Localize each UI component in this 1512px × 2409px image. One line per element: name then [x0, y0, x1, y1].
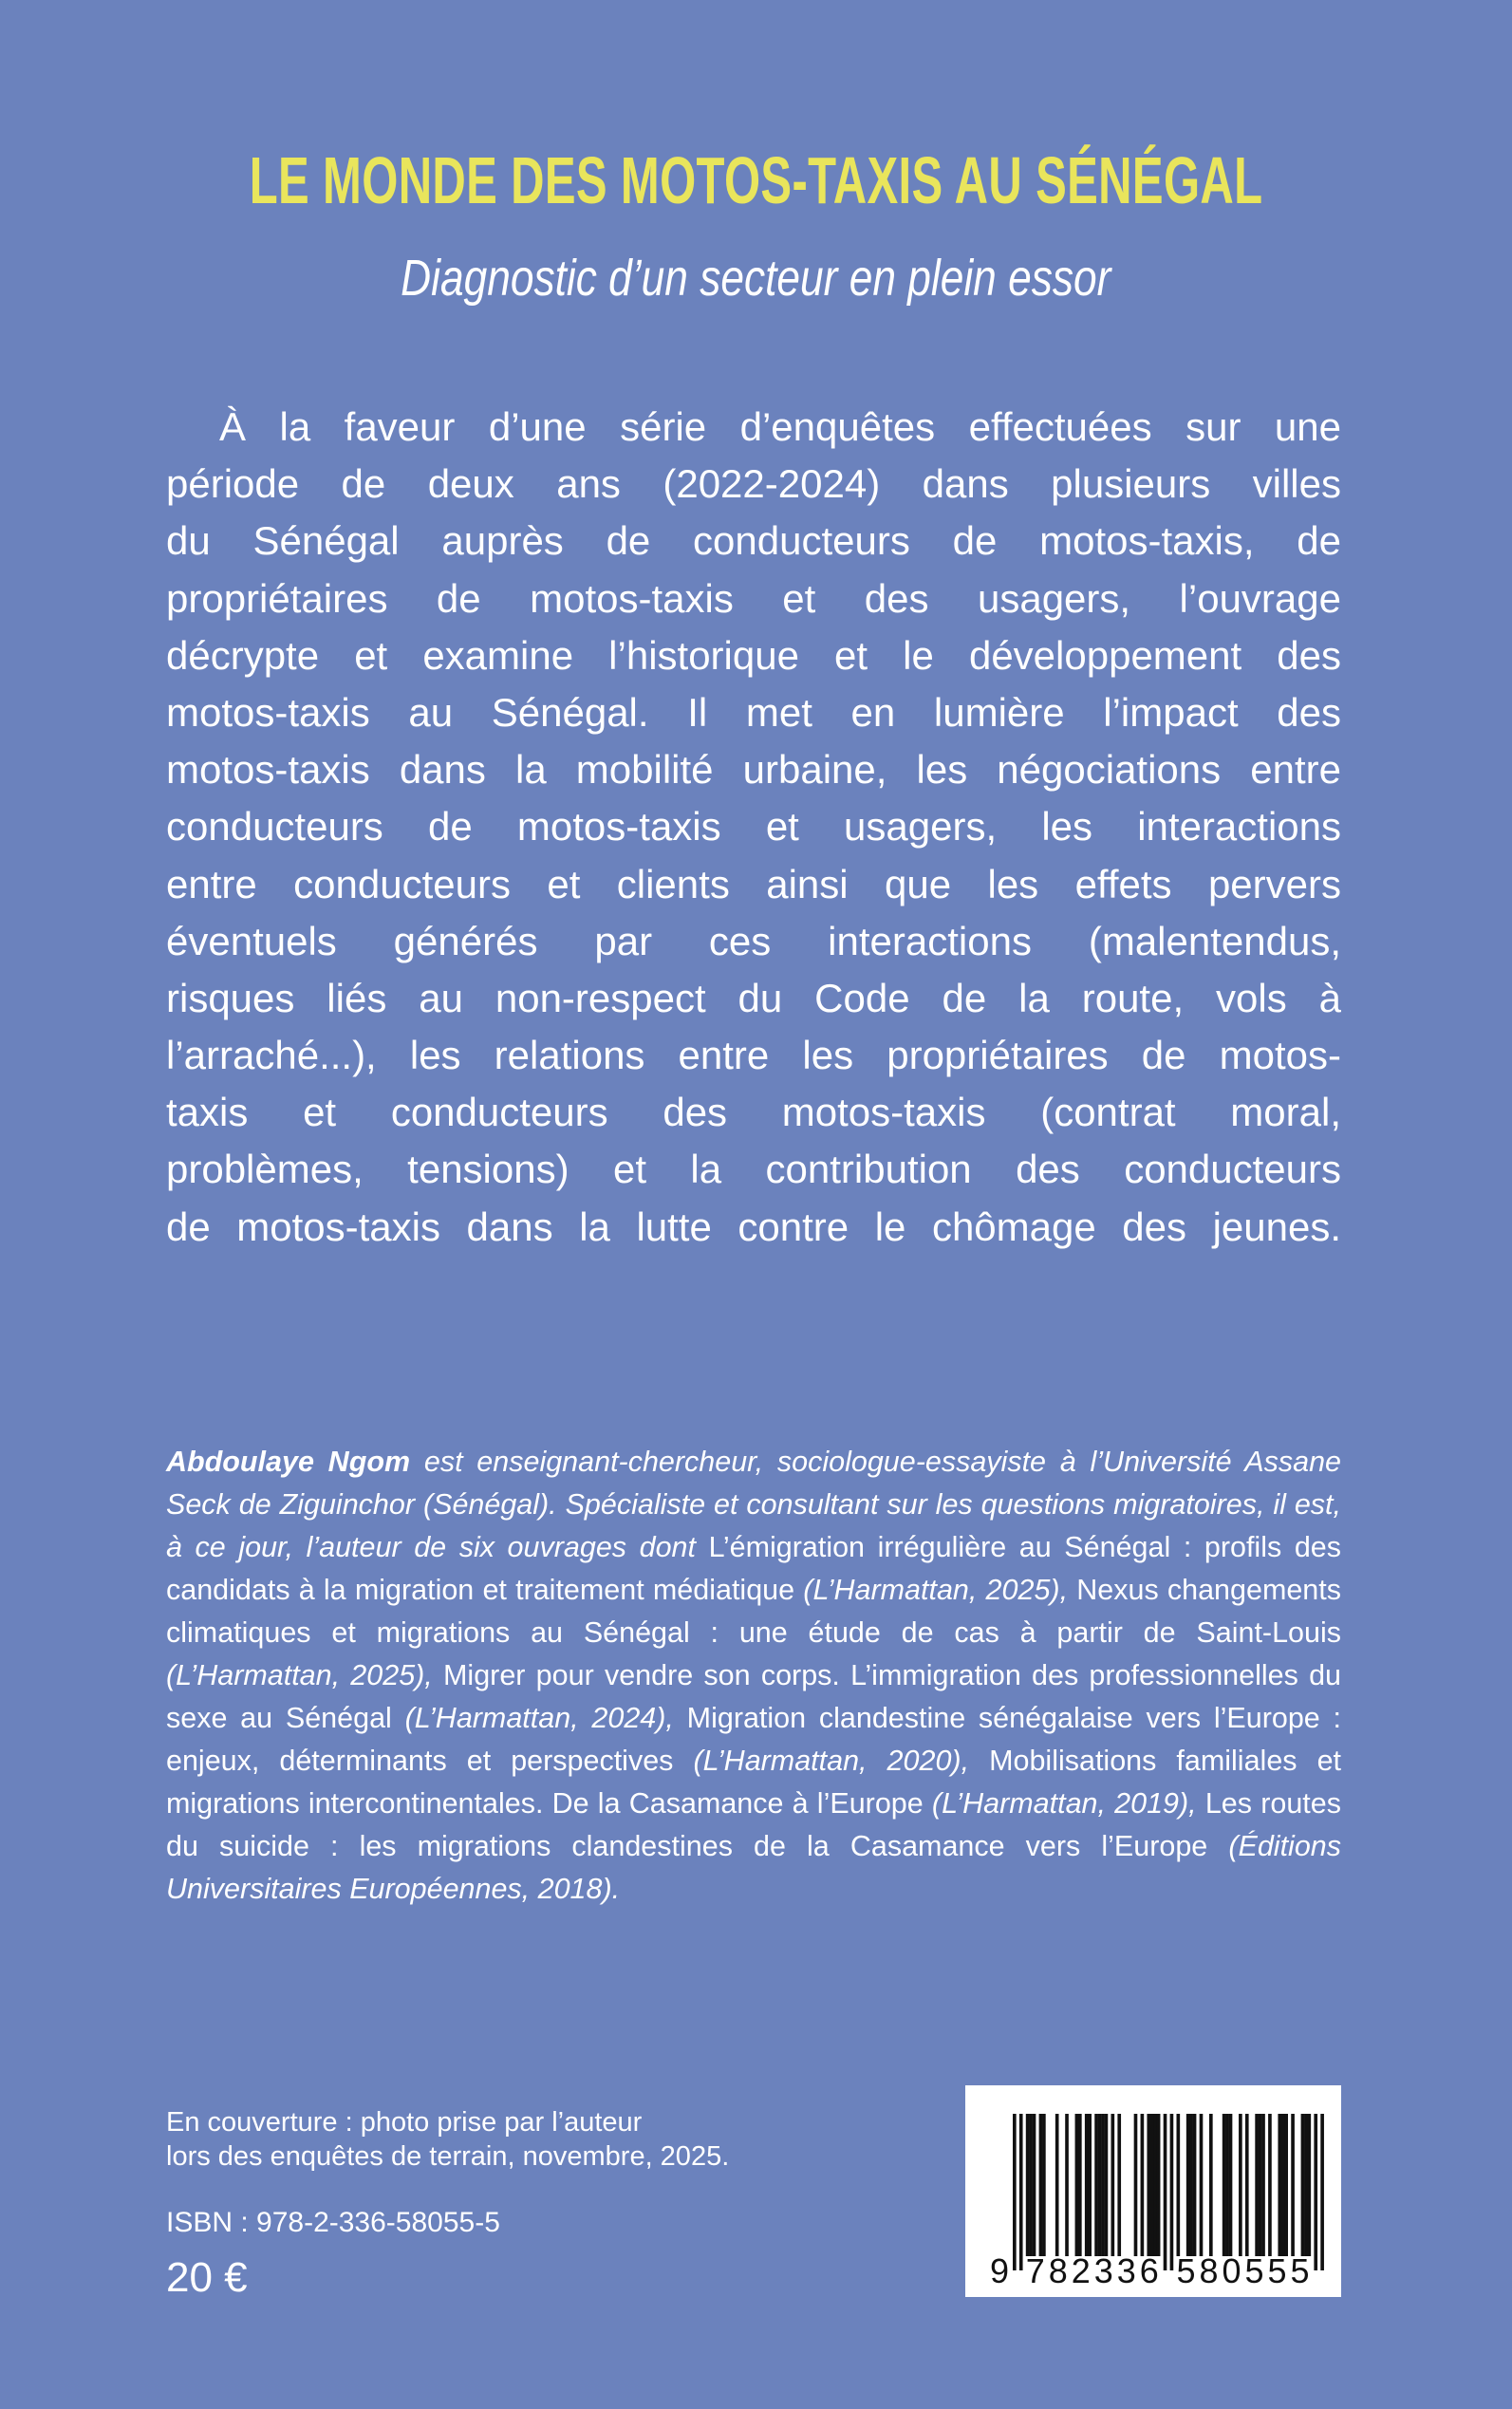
barcode-bar: [1223, 2114, 1226, 2256]
barcode-bar: [1284, 2114, 1288, 2256]
barcode-bar: [1261, 2114, 1265, 2256]
barcode-bar: [1029, 2114, 1033, 2256]
barcode-bar: [1117, 2114, 1121, 2256]
barcode-bar: [1150, 2114, 1154, 2256]
summary-paragraph: [166, 399, 1341, 1256]
barcode-bar: [1186, 2114, 1190, 2256]
summary-line: propriétaires de motos-taxis et des usagers, l’ouvrage: [166, 575, 1341, 621]
barcode-bar: [1278, 2114, 1281, 2256]
barcode: [965, 2085, 1341, 2297]
barcode-bar: [1301, 2114, 1305, 2256]
barcode-bar: [1308, 2114, 1312, 2256]
barcode-bar: [1105, 2114, 1109, 2256]
credit-line-2: lors des enquêtes de terrain, novembre, 2025.: [166, 2141, 730, 2172]
barcode-bar: [1157, 2114, 1161, 2256]
barcode-bar: [1134, 2114, 1138, 2256]
bio-text: (L’Harmattan, 2020),: [693, 1745, 970, 1777]
barcode-bar: [1320, 2114, 1324, 2270]
bio-text: est enseignant-chercheur, sociologue-essayiste à l’Université Assane Seck de Ziguinchor (Sénégal). Spécialiste et consultant sur les questions migratoires, il est, à ce jour, l’auteur de six ouvrages dont: [166, 1446, 1341, 1563]
barcode-bar: [1259, 2114, 1262, 2256]
barcode-bar: [1304, 2114, 1308, 2256]
summary-line: du Sénégal auprès de conducteurs de motos-taxis, de: [166, 518, 1341, 564]
barcode-bar: [1189, 2114, 1193, 2256]
bio-text: (L’Harmattan, 2025),: [803, 1574, 1069, 1606]
barcode-bar: [1033, 2114, 1036, 2256]
book-title-text: LE MONDE DES MOTOS-TAXIS AU SÉNÉGAL: [249, 143, 1263, 217]
barcode-bar: [1111, 2114, 1115, 2256]
bio-text: Migration clandestine sénégalaise vers l’Europe : enjeux, déterminants et perspectives: [166, 1702, 1342, 1777]
summary-line: décrypte et examine l’historique et le développement des: [166, 632, 1341, 678]
summary-line: problèmes, tensions) et la contribution des conducteurs: [166, 1147, 1341, 1192]
barcode-bar: [1153, 2114, 1157, 2256]
barcode-bar: [1085, 2114, 1089, 2256]
summary-line: risques liés au non-respect du Code de la route, vols à: [166, 975, 1341, 1020]
barcode-bar: [1088, 2114, 1092, 2256]
barcode-bar: [1098, 2114, 1102, 2256]
barcode-bar: [1164, 2114, 1167, 2270]
barcode-bar: [1314, 2114, 1317, 2270]
author-bio: [166, 1441, 1341, 1911]
summary-line: entre conducteurs et clients ainsi que les effets pervers: [166, 861, 1341, 906]
summary-line: À la faveur d’une série d’enquêtes effectuées sur une: [219, 404, 1341, 449]
bio-text: L’émigration irrégulière au Sénégal : profils des candidats à la migration et traitement médiatique: [166, 1531, 1341, 1606]
bio-text: Mobilisations familiales et migrations intercontinentales. De la Casamance à l’Europe: [166, 1745, 1342, 1820]
bio-text: (L’Harmattan, 2024),: [404, 1702, 674, 1734]
price: 20 €: [166, 2254, 248, 2301]
barcode-bar: [1281, 2114, 1285, 2256]
barcode-bar: [1055, 2114, 1059, 2256]
barcode-bars: [965, 2085, 1341, 2297]
bio-text: (L’Harmattan, 2019),: [931, 1787, 1197, 1820]
barcode-bar: [1075, 2114, 1079, 2256]
bio-text: Les routes du suicide : les migrations clandestines de la Casamance vers l’Europe: [166, 1787, 1341, 1862]
barcode-bar: [1026, 2114, 1030, 2256]
summary-line: éventuels générés par ces interactions (malentendus,: [166, 918, 1341, 963]
barcode-bar: [1225, 2114, 1229, 2256]
barcode-digits: 782336: [1025, 2251, 1159, 2290]
isbn: ISBN : 978-2-336-58055-5: [166, 2207, 500, 2238]
barcode-bar: [1193, 2114, 1197, 2256]
cover-photo-credit: [166, 2105, 729, 2174]
barcode-bar: [1239, 2114, 1242, 2256]
barcode-bar: [1209, 2114, 1213, 2256]
bio-text: Migrer pour vendre son corps. L’immigration des professionnelles du sexe au Sénégal: [166, 1659, 1341, 1734]
barcode-bar: [1255, 2114, 1259, 2256]
summary-line: période de deux ans (2022-2024) dans plusieurs villes: [166, 461, 1341, 507]
book-subtitle-text: Diagnostic d’un secteur en plein essor: [401, 250, 1111, 307]
book-subtitle: [0, 249, 1512, 308]
barcode-bar: [1291, 2114, 1295, 2256]
barcode-bar: [1065, 2114, 1069, 2256]
barcode-digits: 9: [990, 2251, 1010, 2290]
author-name: Abdoulaye Ngom: [166, 1446, 411, 1478]
barcode-bar: [1229, 2114, 1233, 2256]
summary-line: l’arraché...), les relations entre les propriétaires de motos-: [166, 1033, 1341, 1078]
credit-line-1: En couverture : photo prise par l’auteur: [166, 2107, 643, 2138]
bio-text: Nexus changements climatiques et migrations au Sénégal : une étude de cas à partir de Saint-Louis: [166, 1574, 1341, 1649]
barcode-bar: [1013, 2114, 1017, 2270]
barcode-bar: [1039, 2114, 1043, 2256]
barcode-bar: [1019, 2114, 1023, 2270]
book-title: [0, 142, 1512, 218]
barcode-bar: [1042, 2114, 1046, 2256]
summary-line: de motos-taxis dans la lutte contre le chômage des jeunes.: [166, 1204, 1341, 1249]
barcode-bar: [1170, 2114, 1174, 2270]
summary-line: motos-taxis dans la mobilité urbaine, les négociations entre: [166, 747, 1341, 793]
barcode-bar: [1147, 2114, 1150, 2256]
summary-line: motos-taxis au Sénégal. Il met en lumière l’impact des: [166, 689, 1341, 735]
barcode-bar: [1200, 2114, 1204, 2256]
barcode-bar: [1141, 2114, 1145, 2256]
bio-text: (L’Harmattan, 2025),: [166, 1659, 433, 1691]
barcode-bar: [1094, 2114, 1098, 2256]
barcode-bar: [1268, 2114, 1272, 2256]
barcode-digits: 580555: [1176, 2251, 1310, 2290]
bio-text: (Éditions Universitaires Européennes, 2018).: [166, 1830, 1341, 1905]
summary-line: taxis et conducteurs des motos-taxis (contrat moral,: [166, 1090, 1341, 1135]
barcode-bar: [1245, 2114, 1249, 2256]
barcode-bar: [1177, 2114, 1181, 2256]
barcode-bar: [1078, 2114, 1082, 2256]
barcode-bar: [1101, 2114, 1105, 2256]
summary-line: conducteurs de motos-taxis et usagers, les interactions: [166, 804, 1341, 850]
